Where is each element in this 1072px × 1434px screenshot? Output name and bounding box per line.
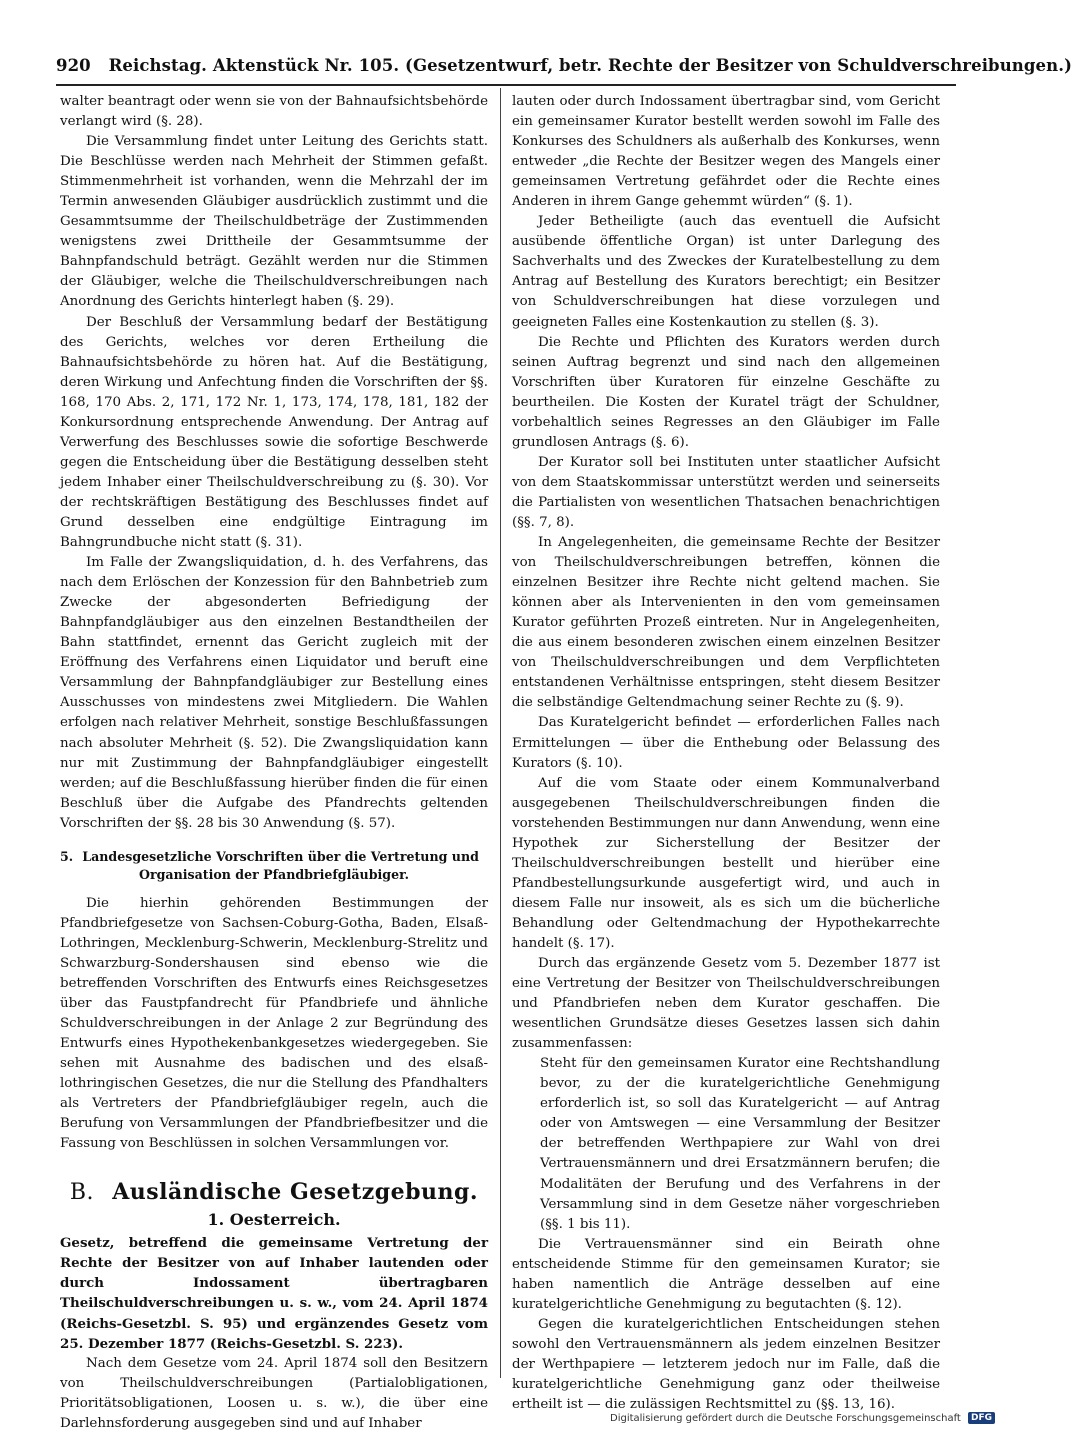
paragraph: Im Falle der Zwangsliquidation, d. h. des Verfahrens, das nach dem Erlöschen der Konzession für den Bahnbetrieb zum Zwecke der abgesonderten Befriedigung der Bahnpfandgläubiger aus den einzelnen Bestandtheilen der Bahn stattfindet, ernennt das Gericht zugleich mit der Eröffnung des Verfahrens einen Liquidator und beruft eine Versammlung der Bahnpfandgläubiger zur Bestellung eines Ausschusses von mindestens zwei Mitgliedern. Die Wahlen erfolgen nach relativer Mehrheit, sonstige Beschlußfassungen nach absoluter Mehrheit (§. 52). Die Zwangsliquidation kann nur mit Zustimmung der Bahnpfandgläubiger eingestellt werden; auf die Beschlußfassung hierüber finden die für einen Beschluß über die Aufgabe des Pfandrechts geltenden Vorschriften der §§. 28 bis 30 Anwendung (§. 57). (60, 555, 488, 831)
page-header (56, 56, 1072, 84)
paragraph: Auf die vom Staate oder einem Kommunalverband ausgegebenen Theilschuldverschreibungen finden die vorstehenden Bestimmungen nur dann Anwendung, wenn eine Hypothek zur Sicherstellung der Besitzer der Theilschuldverschreibungen bestellt und hierüber eine Pfandbestellungsurkunde ausgefertigt wird, und auch in diesem Falle nur insoweit, als es sich um die bücherliche Behandlung oder Geltendmachung der Hypothekarrechte handelt (§. 17). (512, 775, 940, 951)
paragraph: Steht für den gemeinsamen Kurator eine Rechtshandlung bevor, zu der die kuratelgerichtliche Genehmigung erforderlich ist, so soll das Kuratelgericht — auf Antrag oder von Amtswegen — eine Versammlung der Besitzer der betreffenden Werthpapiere zur Wahl von drei Vertrauensmännern und drei Ersatzmännern berufen; die Modalitäten der Berufung und des Verfahrens in der Versammlung sind in dem Gesetze näher vorgeschrieben (§§. 1 bis 11). (540, 1056, 940, 1232)
header-title: Reichstag. Aktenstück Nr. 105. (108, 56, 400, 75)
paragraph: Die Vertrauensmänner sind ein Beirath ohne entscheidende Stimme für den gemeinsamen Kurator; sie haben namentlich die Anträge desselben auf eine kuratelgerichtliche Genehmigung zu begutachten (§. 12). (512, 1236, 940, 1312)
law-title: Gesetz, betreffend die gemeinsame Vertretung der Rechte der Besitzer von auf Inhaber lautenden oder durch Indossament übertragbaren Theilschuldverschreibungen u. s. w., vom 24. April 1874 (Reichs-Gesetzbl. S. 95) und ergänzendes Gesetz vom 25. Dezember 1877 (Reichs-Gesetzbl. S. 223). (60, 1235, 488, 1352)
paragraph: In Angelegenheiten, die gemeinsame Rechte der Besitzer von Theilschuldverschreibungen betreffen, können die einzelnen Besitzer ihre Rechte nicht geltend machen. Sie können aber als Intervenienten in den vom gemeinsamen Kurator geführten Prozeß eintreten. Nur in Angelegenheiten, die aus einem besonderen zwischen einem einzelnen Besitzer von Theilschuldverschreibungen und dem Verpflichteten entstandenen Verhältnisse entspringen, steht diesem Besitzer die selbständige Geltendmachung seiner Rechte zu (§. 9). (512, 535, 940, 711)
header-rule (56, 84, 956, 86)
section-number: 5. (60, 848, 74, 864)
paragraph: Das Kuratelgericht befindet — erforderlichen Falles nach Ermittelungen — über die Enthebung oder Belassung des Kurators (§. 10). (512, 715, 940, 771)
paragraph: Durch das ergänzende Gesetz vom 5. Dezember 1877 ist eine Vertretung der Besitzer von Theilschuldverschreibungen und Pfandbriefen neben dem Kurator geschaffen. Die wesentlichen Grundsätze dieses Gesetzes lassen sich dahin zusammenfassen: (512, 956, 940, 1052)
paragraph: Die Versammlung findet unter Leitung des Gerichts statt. Die Beschlüsse werden nach Mehrheit der Stimmen gefaßt. Stimmenmehrheit ist vorhanden, wenn die Mehrzahl der im Termin anwesenden Gläubiger ausdrücklich zustimmt und die Gesammtsumme der Theilschuldbeträge der Zustimmenden wenigstens zwei Drittheile der Gesammtsumme der Bahnpfandschuld beträgt. Gezählt werden nur die Stimmen der Gläubiger, welche die Theilschuldverschreibungen nach Anordnung des Gerichts hinterlegt haben (§. 29). (60, 134, 488, 310)
paragraph: Nach dem Gesetze vom 24. April 1874 soll den Besitzern von Theilschuldverschreibungen (Partialobligationen, Prioritätsobligationen, Loosen u. s. w.), die über eine Darlehnsforderung ausgegeben sind und auf Inhaber (60, 1355, 488, 1431)
paragraph: walter beantragt oder wenn sie von der Bahnaufsichtsbehörde verlangt wird (§. 28). (60, 94, 488, 130)
paragraph: Gegen die kuratelgerichtlichen Entscheidungen stehen sowohl den Vertrauensmännern als jedem einzelnen Besitzer der Werthpapiere — letzterem jedoch nur im Falle, daß die kuratelgerichtliche Genehmigung ganz oder theilweise ertheilt ist — die zulässigen Rechtsmittel zu (§§. 13, 16). (512, 1316, 940, 1413)
paragraph: Die Rechte und Pflichten des Kurators werden durch seinen Auftrag begrenzt und sind nach den allgemeinen Vorschriften über Kuratoren für einzelne Geschäfte zu beurtheilen. Die Kosten der Kuratel trägt der Schuldner, vorbehaltlich seines Regresses an den Gläubiger im Falle grundlosen Antrags (§. 6). (512, 334, 940, 450)
paragraph: lauten oder durch Indossament übertragbar sind, vom Gericht ein gemeinsamer Kurator bestellt werden sowohl im Falle des Konkurses des Schuldners als außerhalb des Konkurses, wenn entweder „die Rechte der Besitzer wegen des Mangels einer gemeinsamen Vertretung gefährdet oder die Rechte eines Anderen in ihrem Gange gehemmt würden“ (§. 1). (512, 94, 940, 210)
dfg-logo-icon: DFG (968, 1412, 995, 1424)
digitization-credit (610, 1412, 993, 1428)
subsection-heading: 1. Oesterreich. (207, 1210, 341, 1230)
credit-text: Digitalisierung gefördert durch die Deutsche Forschungsgemeinschaft (610, 1413, 961, 1424)
part-title: Ausländische Gesetzgebung. (112, 1179, 479, 1206)
paragraph: Der Beschluß der Versammlung bedarf der Bestätigung des Gerichts, welches vor deren Ertheilung die Bahnaufsichtsbehörde zu hören hat. Auf die Bestätigung, deren Wirkung und Anfechtung finden die Vorschriften der §§. 168, 170 Abs. 2, 171, 172 Nr. 1, 173, 174, 178, 181, 182 der Konkursordnung entsprechende Anwendung. Der Antrag auf Verwerfung des Beschlusses sowie die sofortige Beschwerde gegen die Entscheidung über die Bestätigung desselben steht jedem Inhaber einer Theilschuldverschreibung zu (§. 30). Vor der rechtskräftigen Bestätigung des Beschlusses findet auf Grund desselben eine endgültige Eintragung im Bahngrundbuche nicht statt (§. 31). (60, 314, 488, 551)
section-title: Landesgesetzliche Vorschriften über die Vertretung und Organisation der Pfandbriefgläubiger. (82, 848, 479, 882)
header-subtitle: (Gesetzentwurf, betr. Rechte der Besitzer von Schuldverschreibungen.) (405, 56, 1072, 75)
paragraph: Der Kurator soll bei Instituten unter staatlicher Aufsicht von dem Staatskommissar unterstützt werden und seinerseits die Partialisten von wesentlichen Thatsachen benachrichtigen (§§. 7, 8). (512, 454, 940, 530)
paragraph: Die hierhin gehörenden Bestimmungen der Pfandbriefgesetze von Sachsen-Coburg-Gotha, Baden, Elsaß-Lothringen, Mecklenburg-Schwerin, Mecklenburg-Strelitz und Schwarzburg-Sondershausen sind ebenso wie die betreffenden Vorschriften des Entwurfs eines Reichsgesetzes über das Faustpfandrecht für Pfandbriefe und ähnliche Schuldverschreibungen in der Anlage 2 zur Begründung des Entwurfs eines Hypothekenbankgesetzes wiedergegeben. Sie sehen mit Ausnahme des badischen und des elsaß-lothringischen Gesetzes, die nur die Stellung des Pfandhalters als Vertreters der Pfandbriefgläubiger regeln, auch die Berufung von Versammlungen der Pfandbriefbesitzer und die Fassung von Beschlüssen in solchen Versammlungen vor. (60, 895, 488, 1152)
page-number: 920 (56, 56, 91, 75)
paragraph: Jeder Betheiligte (auch das eventuell die Aufsicht ausübende öffentliche Organ) ist unter Darlegung des Sachverhalts und des Zweckes der Kuratelbestellung zu dem Antrag auf Bestellung des Kurators berechtigt; ein Besitzer von Schuldverschreibungen hat diese vorzulegen und geeigneten Falles eine Kostenkaution zu stellen (§. 3). (512, 214, 940, 330)
part-heading (60, 1178, 488, 1207)
right-column (512, 92, 940, 1413)
part-letter: B. (69, 1180, 95, 1206)
section-heading (60, 848, 488, 884)
column-divider (500, 88, 501, 1378)
left-column (60, 92, 488, 1431)
